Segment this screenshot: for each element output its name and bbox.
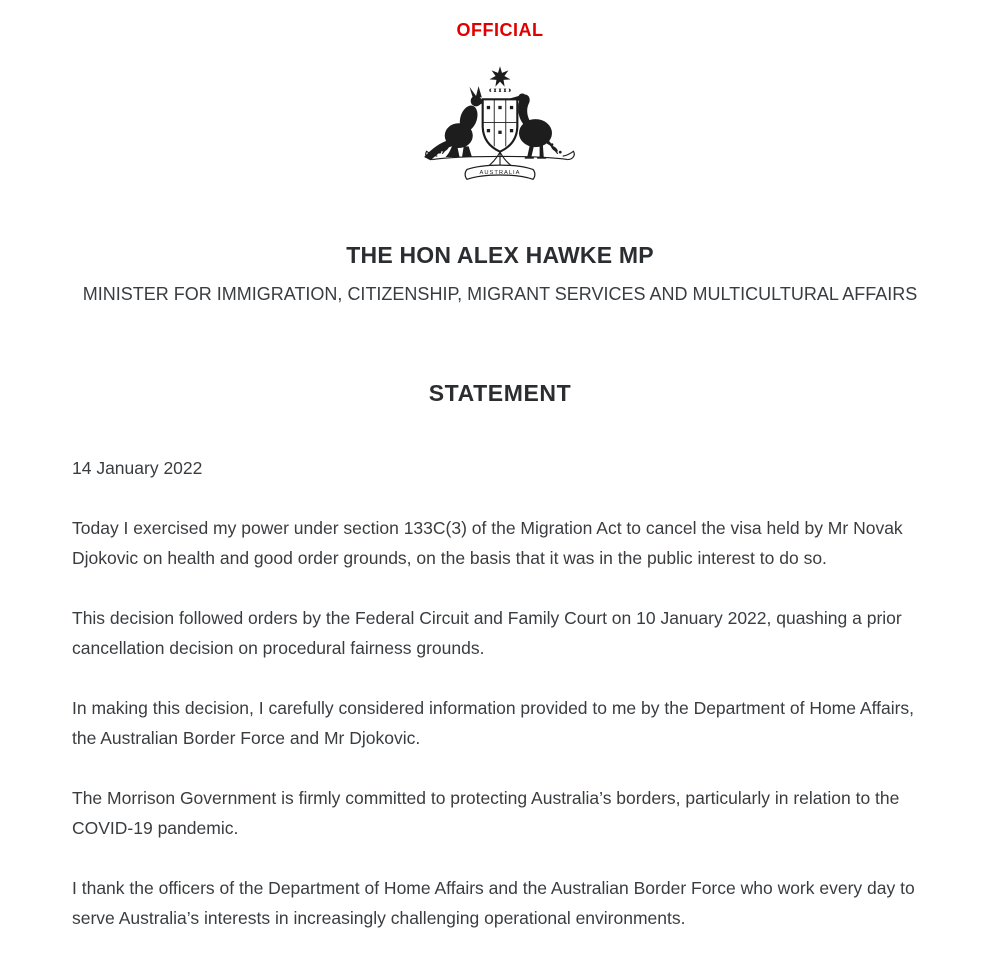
statement-paragraph-1: Today I exercised my power under section 133C(3) of the Migration Act to cancel the visa held by Mr Novak Djokovic on health and good order grounds, on the basis that it was in the public interest to do so. bbox=[72, 518, 903, 568]
australian-coat-of-arms-image bbox=[0, 63, 1000, 200]
statement-heading: STATEMENT bbox=[428, 380, 572, 406]
statement-paragraph-5: I thank the officers of the Department of Home Affairs and the Australian Border Force who work every day to serve Australia’s interests in increasingly challenging operational environments. bbox=[72, 878, 915, 928]
minister-name-heading: THE HON ALEX HAWKE MP bbox=[346, 242, 654, 268]
statement-date: 14 January 2022 bbox=[72, 458, 203, 478]
official-classification-banner: OFFICIAL bbox=[456, 20, 544, 40]
statement-paragraph-3: In making this decision, I carefully considered information provided to me by the Department of Home Affairs, the Australian Border Force and Mr Djokovic. bbox=[72, 698, 915, 748]
minister-portfolio-title: MINISTER FOR IMMIGRATION, CITIZENSHIP, MIGRANT SERVICES AND MULTICULTURAL AFFAIRS bbox=[82, 284, 918, 304]
kangaroo-icon bbox=[424, 86, 487, 160]
statement-paragraph-2: This decision followed orders by the Federal Circuit and Family Court on 10 January 2022, quashing a prior cancellation decision on procedural fairness grounds. bbox=[72, 608, 902, 658]
australia-scroll-text: AUSTRALIA bbox=[479, 169, 521, 176]
shield-icon bbox=[483, 99, 518, 151]
statement-paragraph-4: The Morrison Government is firmly committed to protecting Australia’s borders, particularly in relation to the COVID-19 pandemic. bbox=[72, 788, 900, 838]
commonwealth-star-icon bbox=[490, 66, 511, 86]
statement-body bbox=[72, 453, 940, 933]
australia-scroll bbox=[465, 165, 535, 179]
coat-of-arms-icon bbox=[409, 63, 591, 195]
